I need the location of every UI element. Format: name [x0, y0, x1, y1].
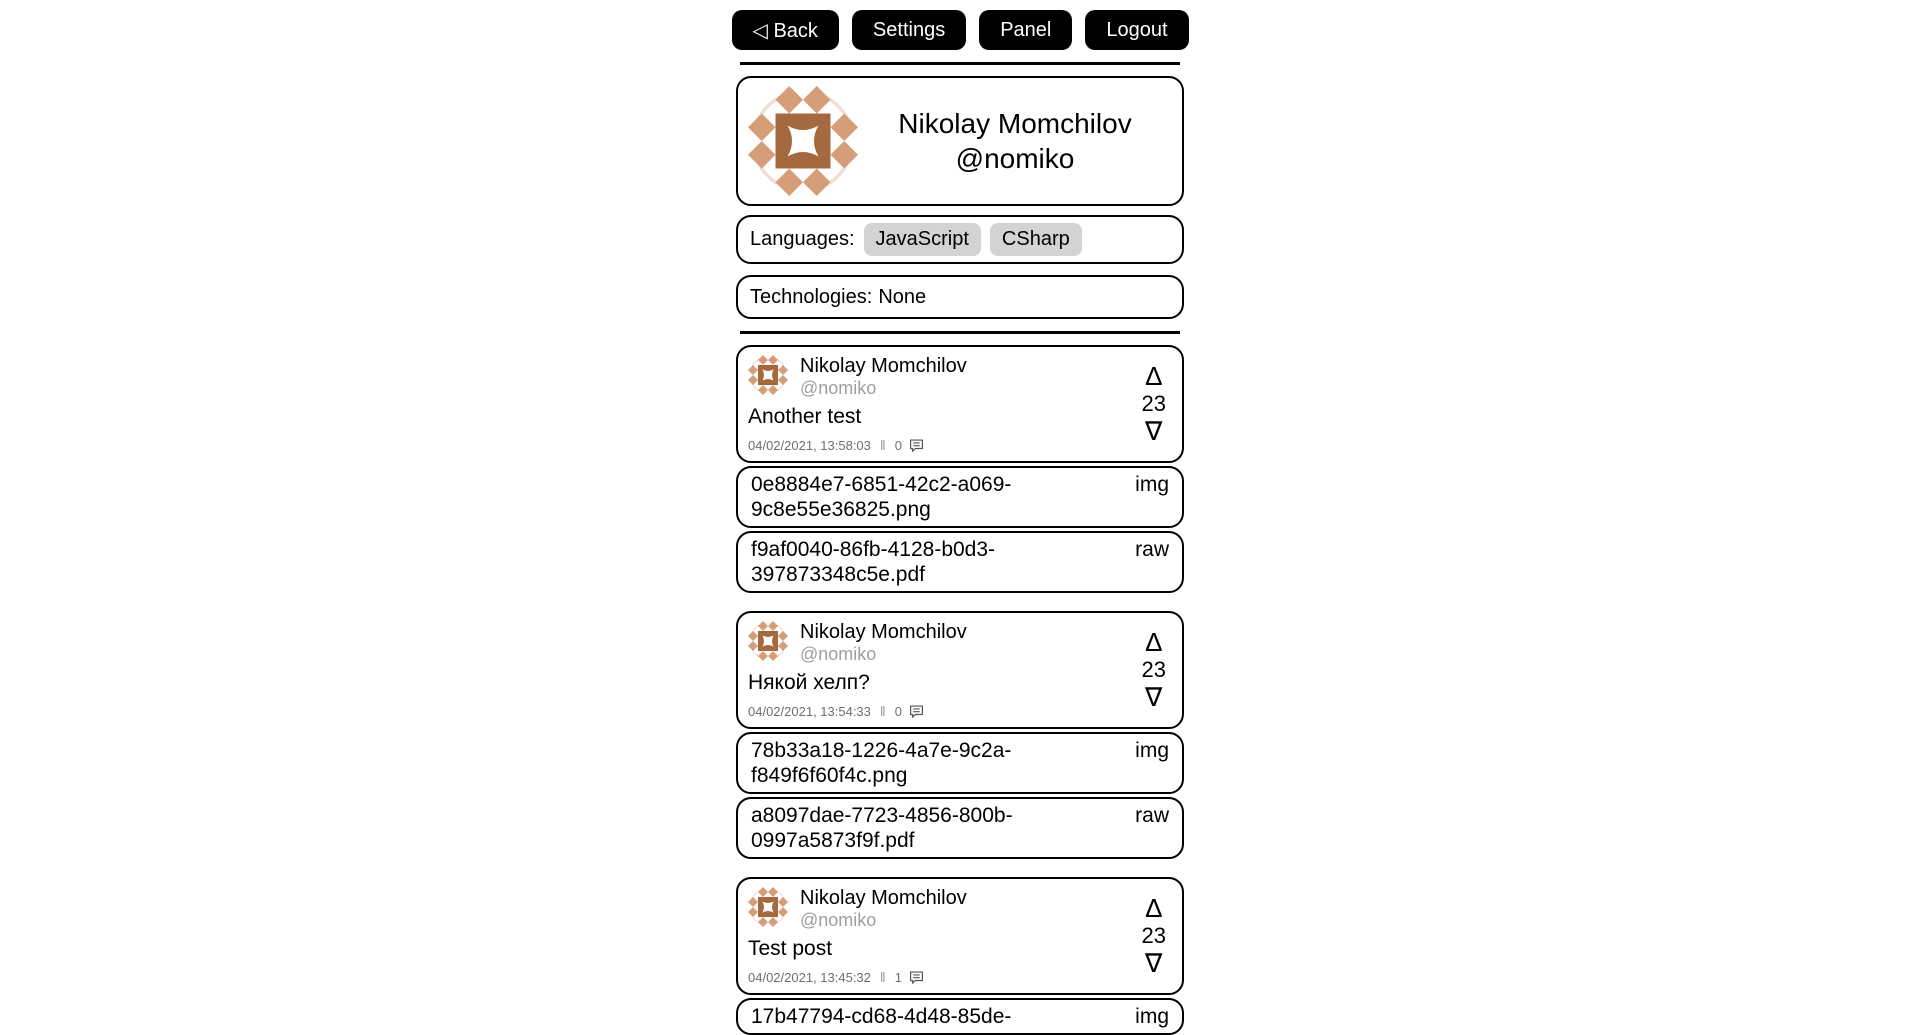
- attachment-filename: f9af0040-86fb-4128-b0d3-397873348c5e.pdf: [751, 538, 996, 586]
- post-comment-count: 0: [894, 437, 902, 453]
- attachment-filename: 17b47794-cd68-4d48-85de-: [751, 1005, 1012, 1028]
- post-author-name: Nikolay Momchilov: [800, 621, 967, 643]
- technologies-value: None: [878, 285, 927, 308]
- attachment-type: img: [1135, 1005, 1169, 1028]
- vote-count: 23: [1141, 391, 1166, 416]
- post-timestamp: 04/02/2021, 13:58:03: [748, 437, 871, 453]
- meta-separator: ‖: [879, 437, 886, 453]
- comment-icon: [909, 704, 924, 719]
- language-chip-javascript: JavaScript: [864, 223, 981, 256]
- meta-separator: ‖: [879, 703, 886, 719]
- post-title: Някой хелп?: [748, 671, 870, 694]
- post-author-avatar: [748, 355, 788, 395]
- meta-separator: ‖: [879, 969, 886, 985]
- attachment-filename: a8097dae-7723-4856-800b-0997a5873f9f.pdf: [751, 804, 1013, 852]
- post: [736, 345, 1184, 593]
- upvote-button[interactable]: Δ: [1145, 361, 1163, 391]
- profile-name: Nikolay Momchilov: [898, 108, 1132, 139]
- attachment-row[interactable]: [736, 732, 1184, 794]
- comment-icon: [909, 970, 924, 985]
- profile-handle: @nomiko: [955, 143, 1075, 174]
- back-label: Back: [773, 19, 818, 42]
- languages-card: [736, 215, 1184, 264]
- post-author-avatar: [748, 887, 788, 927]
- upvote-button[interactable]: Δ: [1145, 893, 1163, 923]
- post-author-row: [748, 355, 1172, 398]
- vote-count: 23: [1141, 657, 1166, 682]
- post-author-name: Nikolay Momchilov: [800, 887, 967, 909]
- divider-top: [740, 62, 1180, 65]
- post-author-handle: @nomiko: [800, 910, 877, 930]
- post-author-avatar: [748, 621, 788, 661]
- post-header[interactable]: [736, 877, 1184, 995]
- post: [736, 611, 1184, 859]
- technologies-card: [736, 275, 1184, 319]
- post-author-names: [800, 355, 967, 398]
- back-icon: ◁: [752, 19, 768, 42]
- post-title: Another test: [748, 405, 862, 428]
- post-header[interactable]: [736, 345, 1184, 463]
- post: [736, 877, 1184, 1035]
- downvote-button[interactable]: ∇: [1145, 948, 1163, 978]
- post-comment-count: 1: [894, 969, 902, 985]
- divider-posts: [740, 331, 1180, 334]
- profile-card: [736, 76, 1184, 206]
- vote-controls: [1142, 895, 1166, 977]
- post-title: Test post: [748, 937, 833, 960]
- attachment-filename: 0e8884e7-6851-42c2-a069-9c8e55e36825.png: [751, 473, 1012, 521]
- post-timestamp: 04/02/2021, 13:54:33: [748, 703, 871, 719]
- post-author-handle: @nomiko: [800, 378, 877, 398]
- toolbar: [736, 10, 1184, 50]
- attachment-type: raw: [1135, 804, 1169, 827]
- attachment-row[interactable]: [736, 531, 1184, 593]
- attachment-row[interactable]: [736, 797, 1184, 859]
- attachment-row[interactable]: [736, 998, 1184, 1035]
- attachment-type: img: [1135, 473, 1169, 496]
- post-author-row: [748, 621, 1172, 664]
- post-author-row: [748, 887, 1172, 930]
- post-timestamp: 04/02/2021, 13:45:32: [748, 969, 871, 985]
- post-meta: [748, 969, 1172, 985]
- upvote-button[interactable]: Δ: [1145, 627, 1163, 657]
- comment-icon: [909, 438, 924, 453]
- downvote-button[interactable]: ∇: [1145, 682, 1163, 712]
- logout-button[interactable]: Logout: [1085, 10, 1188, 50]
- vote-controls: [1142, 363, 1166, 445]
- downvote-button[interactable]: ∇: [1145, 416, 1163, 446]
- back-button[interactable]: [732, 10, 839, 50]
- post-author-handle: @nomiko: [800, 644, 877, 664]
- post-author-name: Nikolay Momchilov: [800, 355, 967, 377]
- panel-button[interactable]: Panel: [979, 10, 1072, 50]
- post-author-names: [800, 621, 967, 664]
- post-meta: [748, 437, 1172, 453]
- technologies-label: Technologies:: [750, 285, 873, 308]
- vote-controls: [1142, 629, 1166, 711]
- post-author-names: [800, 887, 967, 930]
- post-meta: [748, 703, 1172, 719]
- attachment-type: img: [1135, 739, 1169, 762]
- profile-names: [858, 106, 1172, 176]
- post-header[interactable]: [736, 611, 1184, 729]
- page-content: [736, 0, 1184, 1035]
- settings-button[interactable]: Settings: [852, 10, 966, 50]
- attachment-row[interactable]: [736, 466, 1184, 528]
- attachment-filename: 78b33a18-1226-4a7e-9c2a-f849f6f60f4c.png: [751, 739, 1012, 787]
- profile-avatar: [748, 86, 858, 196]
- post-comment-count: 0: [894, 703, 902, 719]
- languages-label: Languages:: [750, 228, 855, 250]
- vote-count: 23: [1141, 923, 1166, 948]
- attachment-type: raw: [1135, 538, 1169, 561]
- language-chip-csharp: CSharp: [990, 223, 1082, 256]
